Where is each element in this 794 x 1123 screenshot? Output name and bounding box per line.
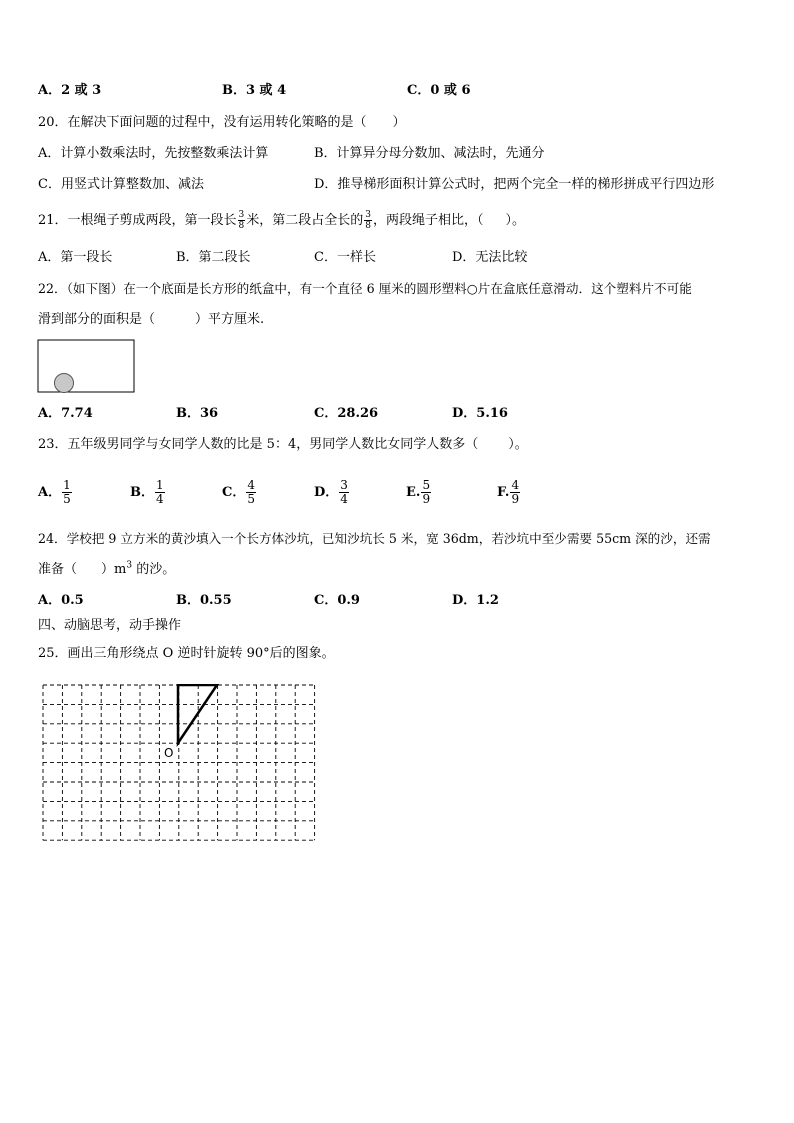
q21-stem: 21．一根绳子剪成两段，第一段长 $\frac{3}{8}$ 米，第二段占全长的 $\frac{3}{8}$ ，两段绳子相比，（ ）。 xyxy=(38,210,526,231)
q22-option-c: C．28.26 xyxy=(314,406,379,421)
q24-option-c: C．0.9 xyxy=(314,593,360,608)
section-heading: 四、动脑思考，动手操作 xyxy=(38,618,182,633)
q23-option-a: A． $\frac{1}{5}$ xyxy=(38,478,71,506)
q22-line2: 滑到部分的面积是（ ）平方厘米. xyxy=(38,312,265,327)
q19-option-c: C．0 或 6 xyxy=(407,83,471,98)
q21-frac1-den: 8 xyxy=(238,221,245,231)
q21-option-d: D．无法比较 xyxy=(452,250,528,265)
q20-option-a: A．计算小数乘法时，先按整数乘法计算 xyxy=(38,146,269,161)
q21-frac1-num: 3 xyxy=(238,210,245,220)
right-triangle xyxy=(178,685,217,743)
q21-option-c: C．一样长 xyxy=(314,250,376,265)
q24-option-b: B．0.55 xyxy=(176,593,232,608)
q23-option-e: E. $\frac{5}{9}$ xyxy=(406,478,431,506)
q20-option-c: C．用竖式计算整数加、减法 xyxy=(38,177,204,192)
q20-option-b: B．计算异分母分数加、减法时，先通分 xyxy=(314,146,545,161)
q22-option-a: A．7.74 xyxy=(38,406,93,421)
q22-option-b: B．36 xyxy=(176,406,219,421)
q22-box-figure xyxy=(37,339,137,395)
q25-grid-figure xyxy=(42,684,317,842)
q24-line2: 准备（ ）$m^3$ 的沙。 xyxy=(38,560,176,577)
q23-option-d: D． $\frac{3}{4}$ xyxy=(314,478,348,506)
q21-frac2-den: 8 xyxy=(365,221,372,231)
q23-option-c: C． $\frac{4}{5}$ xyxy=(222,478,255,506)
q22-option-d: D．5.16 xyxy=(452,406,508,421)
point-o-label: O xyxy=(164,746,174,760)
q20-option-d: D．推导梯形面积计算公式时，把两个完全一样的梯形拼成平行四边形 xyxy=(314,177,715,192)
q19-option-b: B．3 或 4 xyxy=(222,83,287,98)
q24-option-d: D．1.2 xyxy=(452,593,499,608)
q22-rectangle-box xyxy=(38,340,134,392)
q22-line1: 22．（如下图）在一个底面是长方形的纸盒中，有一个直径 6 厘米的圆形塑料○片在盒底任意滑动．这个塑料片不可能 xyxy=(38,281,692,296)
q24-line1: 24．学校把 9 立方米的黄沙填入一个长方体沙坑，已知沙坑长 5 米，宽 36dm，若沙坑中至少需要 55cm 深的沙，还需 xyxy=(38,531,711,546)
q23-stem: 23．五年级男同学与女同学人数的比是 5：4，男同学人数比女同学人数多（ ）。 xyxy=(38,437,528,452)
q21-frac2-num: 3 xyxy=(365,210,372,220)
q24-option-a: A．0.5 xyxy=(38,593,84,608)
q23-option-f: F. $\frac{4}{9}$ xyxy=(497,478,520,506)
q23-option-b: B． $\frac{1}{4}$ xyxy=(130,478,164,506)
q22-plastic-disc xyxy=(55,374,74,393)
q25-stem: 25．画出三角形绕点 O 逆时针旋转 90°后的图象。 xyxy=(38,646,335,661)
q20-stem: 20．在解决下面问题的过程中，没有运用转化策略的是（ ） xyxy=(38,115,406,130)
q21-option-b: B．第二段长 xyxy=(176,250,251,265)
q21-option-a: A．第一段长 xyxy=(38,250,113,265)
q19-option-a: A．2 或 3 xyxy=(38,83,102,98)
